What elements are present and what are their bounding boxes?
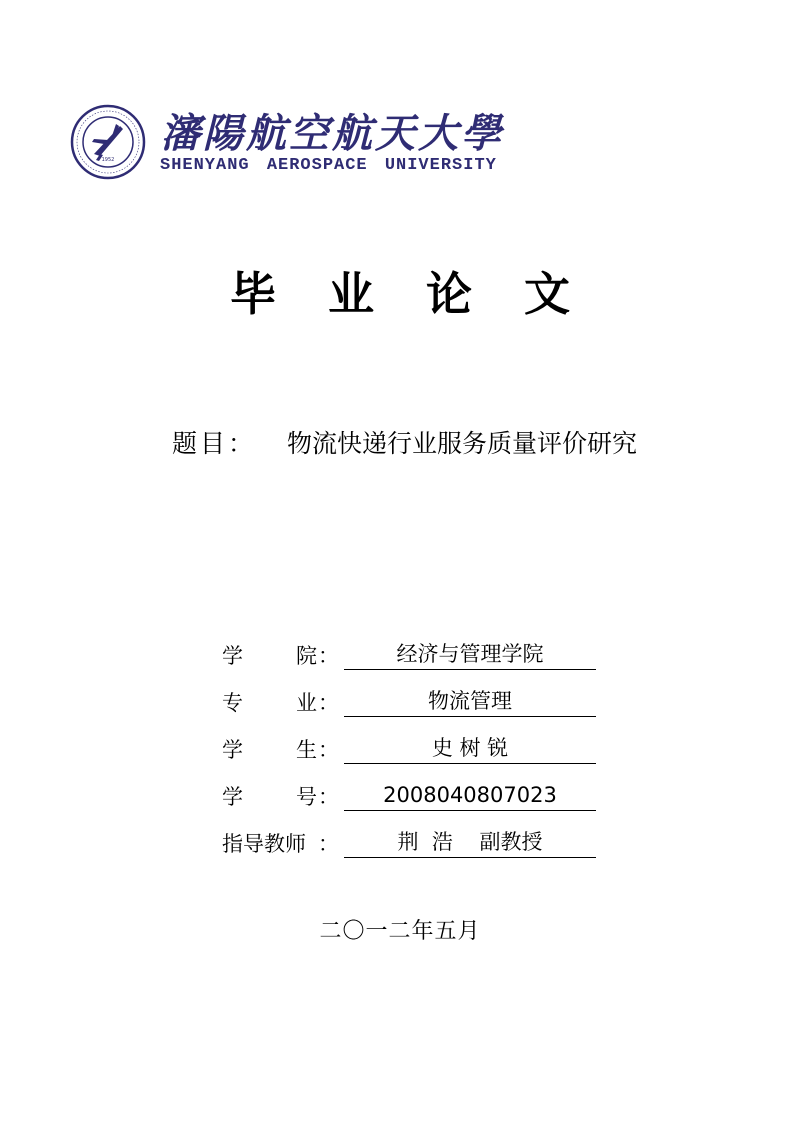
field-label-char: 生	[296, 738, 317, 762]
field-label-char: 专	[222, 691, 243, 715]
university-name-cn: 瀋陽航空航天大學	[160, 110, 504, 157]
field-label-char: 院	[296, 644, 317, 668]
field-value-advisor: 荆 浩 副教授	[344, 828, 596, 858]
university-name-en: SHENYANG AEROSPACE UNIVERSITY	[160, 156, 497, 175]
field-value-student: 史 树 锐	[344, 734, 596, 764]
field-label-char: 号	[296, 785, 317, 809]
field-value-college: 经济与管理学院	[344, 640, 596, 670]
field-label: 指导教师	[222, 832, 306, 856]
field-college: 学 院 ： 经济与管理学院	[222, 640, 602, 687]
thesis-topic	[172, 424, 637, 460]
field-value-student-id: 2008040807023	[344, 781, 596, 811]
field-label-char: 业	[296, 691, 317, 715]
field-label-char: 学	[222, 644, 243, 668]
info-fields	[222, 640, 602, 875]
topic-label: 题目：	[172, 429, 257, 458]
university-logo	[70, 100, 504, 185]
field-label-char: 学	[222, 738, 243, 762]
university-seal-icon	[70, 104, 146, 180]
field-label-char: 学	[222, 785, 243, 809]
field-student: 学 生 ： 史 树 锐	[222, 734, 602, 781]
field-student-id: 学 号 ： 2008040807023	[222, 781, 602, 828]
field-value-major: 物流管理	[344, 687, 596, 717]
field-advisor: 指导教师 ： 荆 浩 副教授	[222, 828, 602, 875]
svg-text:1952: 1952	[101, 157, 115, 163]
field-major: 专 业 ： 物流管理	[222, 687, 602, 734]
thesis-title: 毕业论文	[230, 267, 622, 321]
submission-date: 二〇一二年五月	[319, 919, 481, 944]
topic-value: 物流快递行业服务质量评价研究	[287, 429, 638, 458]
